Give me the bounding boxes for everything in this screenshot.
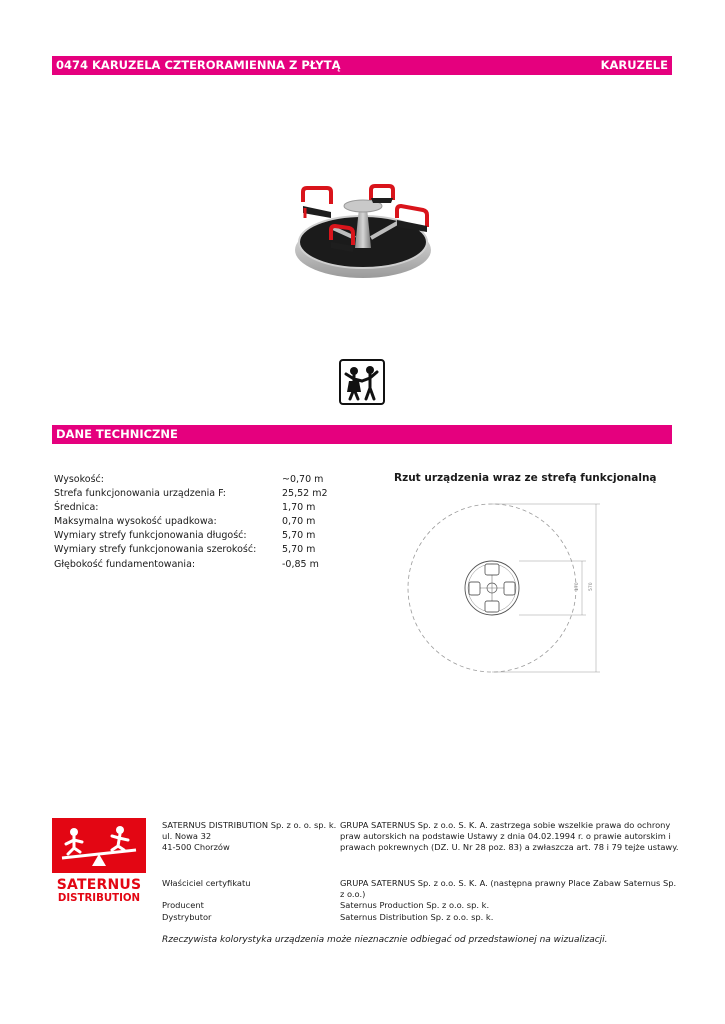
spec-row: Strefa funkcjonowania urządzenia F: 25,52 m2 [54, 488, 328, 500]
plan-drawing [404, 498, 614, 680]
section-tech-bar [52, 425, 672, 444]
logo-text-distribution: DISTRIBUTION [57, 893, 141, 904]
cert-value: GRUPA SATERNUS Sp. z o.o. S. K. A. (następna prawny Place Zabaw Saternus Sp. z o.o.) [340, 878, 677, 899]
spec-row: Wysokość: ~0,70 m [54, 474, 324, 485]
spec-row: Wymiary strefy funkcjonowania szerokość: 5,70 m [54, 544, 316, 556]
company-address-1: ul. Nowa 32 [162, 831, 212, 841]
plan-title: Rzut urządzenia wraz ze strefą funkcjonalną [394, 472, 657, 484]
spec-row: Wymiary strefy funkcjonowania długość: 5,70 m [54, 530, 316, 542]
spec-row: Maksymalna wysokość upadkowa: 0,70 m [54, 516, 316, 528]
producer-value: Saternus Production Sp. z o.o. sp. k. [340, 900, 490, 910]
dim-outer-label: 570 [589, 582, 594, 591]
producer-label: Producent [162, 900, 204, 910]
seat-left [303, 188, 331, 218]
section-title: DANE TECHNICZNE [56, 427, 178, 441]
product-render [185, 90, 540, 340]
company-name: SATERNUS DISTRIBUTION Sp. z o. o. sp. k. [162, 820, 337, 830]
distributor-label: Dystrybutor [162, 912, 212, 922]
header-bar [52, 56, 672, 75]
kids-playing-icon [339, 359, 385, 405]
rights-text: GRUPA SATERNUS Sp. z o.o. S. K. A. zastrzega sobie wszelkie prawa do ochrony praw autorskich na podstawie Ustawy z dnia 04.02.1994 r. o prawie autorskim i prawach pokrewnych (DZ. U. Nr 28 poz. 83) a zwłaszcza art. 78 i 79 tejże ustawy. [340, 820, 679, 852]
spec-row: Głębokość fundamentowania: -0,85 m [54, 558, 319, 570]
logo-text-saternus: SATERNUS [56, 877, 142, 893]
seat-back [371, 186, 393, 203]
disclaimer: Rzeczywista kolorystyka urządzenia może nieznacznie odbiegać od przedstawionej na wizualizacji. [162, 935, 608, 945]
company-address-2: 41-500 Chorzów [162, 842, 230, 852]
spec-row: Średnica: 1,70 m [54, 502, 316, 514]
category-label: KARUZELE [600, 58, 668, 72]
page-title: 0474 KARUZELA CZTERORAMIENNA Z PŁYTĄ [56, 58, 341, 72]
specs-table [54, 473, 328, 572]
cert-label: Właściciel certyfikatu [162, 878, 251, 888]
dim-inner-label: 170 [575, 582, 580, 591]
distributor-value: Saternus Distribution Sp. z o.o. sp. k. [340, 912, 494, 922]
